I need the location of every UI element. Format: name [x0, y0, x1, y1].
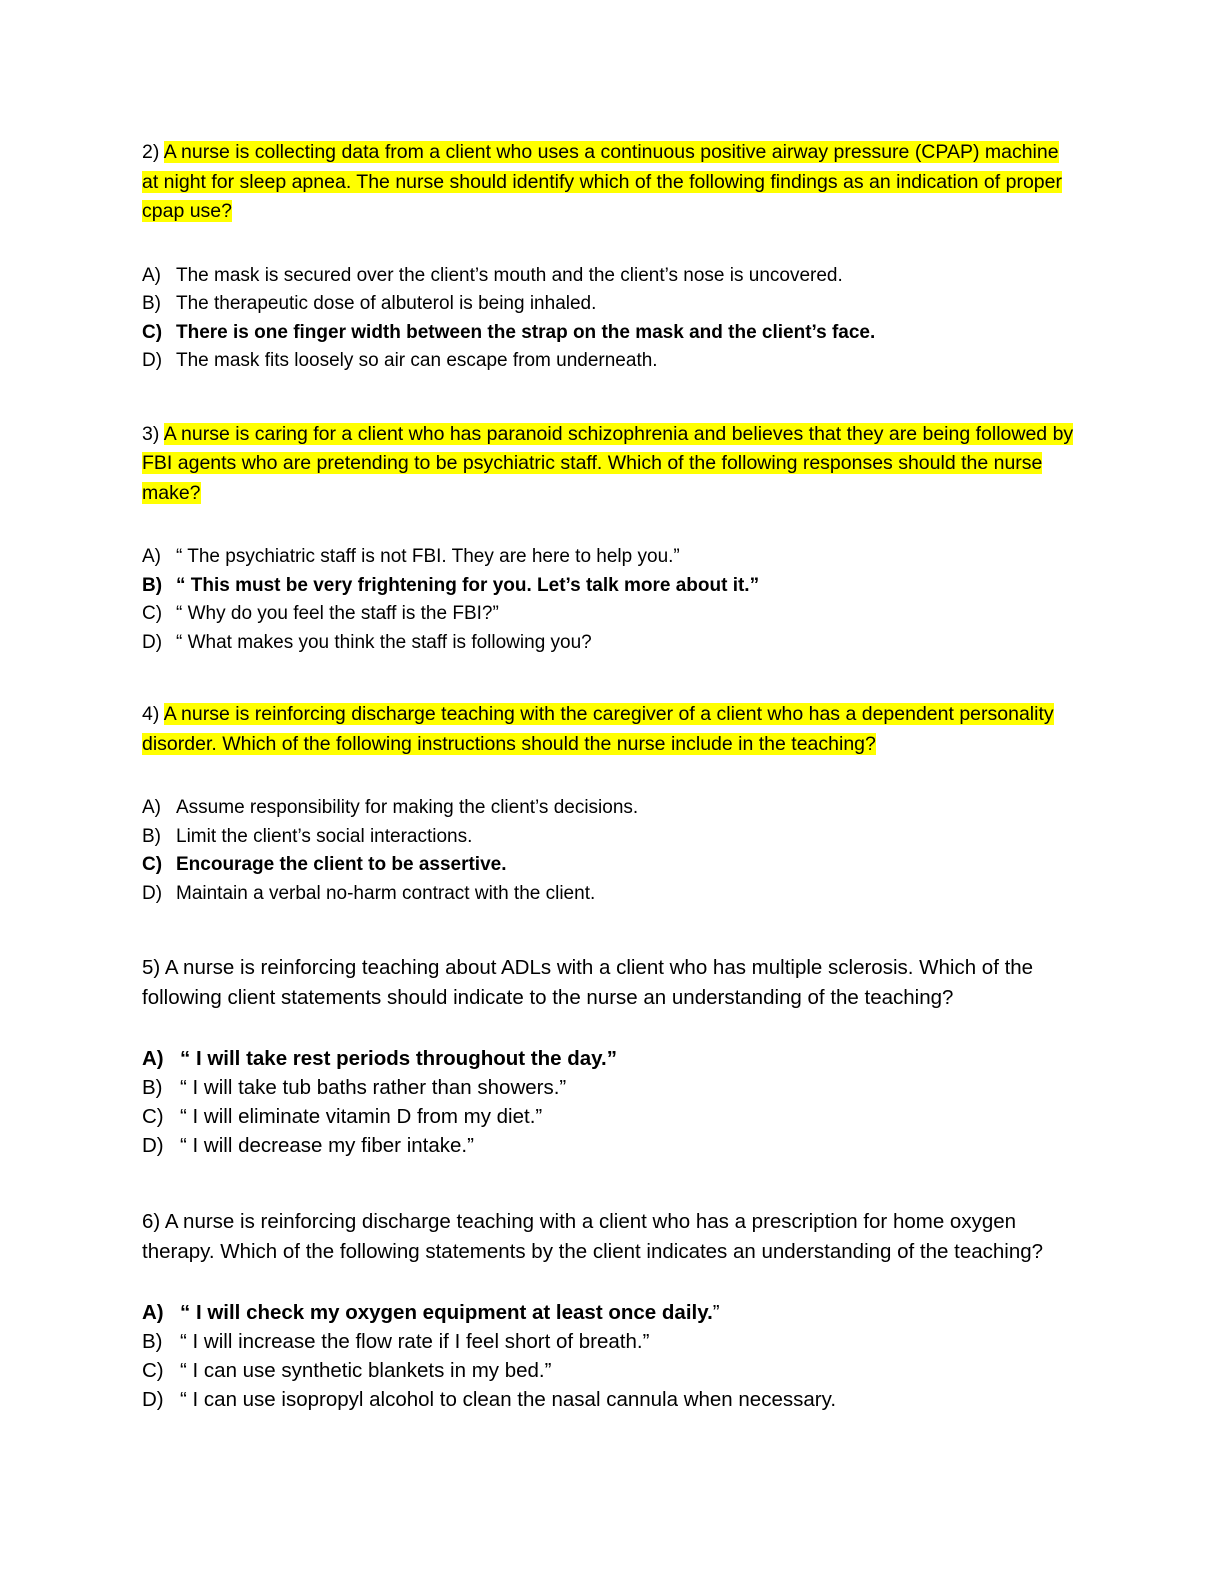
option-5-b[interactable]	[142, 1073, 1077, 1102]
option-2-b[interactable]	[142, 290, 1077, 319]
option-3-c[interactable]	[142, 600, 1077, 629]
option-letter: D)	[142, 631, 163, 653]
option-2-c[interactable]	[142, 319, 1077, 348]
option-4-b[interactable]	[142, 823, 1077, 852]
option-text: “ This must be very frightening for you. Let’s talk more about it.”	[176, 574, 760, 596]
option-text: There is one finger width between the strap on the mask and the client’s face.	[176, 321, 876, 343]
question-stem-4	[142, 700, 1077, 759]
question-block-2	[142, 138, 1077, 376]
options-list-5	[142, 1044, 1077, 1160]
question-number-4: 4)	[142, 703, 160, 725]
option-letter: B)	[142, 825, 161, 847]
option-letter: C)	[142, 854, 163, 875]
spacer	[142, 908, 1077, 953]
option-text: “ I will decrease my fiber intake.”	[180, 1134, 474, 1157]
option-text: “ I can use isopropyl alcohol to clean the nasal cannula when necessary.	[180, 1388, 837, 1411]
option-text: “ The psychiatric staff is not FBI. They are here to help you.”	[176, 546, 680, 567]
option-text: The mask is secured over the client’s mouth and the client’s nose is uncovered.	[176, 264, 843, 286]
question-block-6	[142, 1207, 1077, 1414]
option-text: The mask fits loosely so air can escape from underneath.	[176, 350, 658, 371]
option-6-a[interactable]	[142, 1298, 1077, 1327]
option-text: “ I will check my oxygen equipment at least once daily.	[180, 1301, 713, 1324]
question-text-4: A nurse is reinforcing discharge teaching with the caregiver of a client who has a dependent personality disorder. Which of the following instructions should the nurse include in the teaching?	[142, 703, 1054, 755]
document-body	[142, 138, 1077, 1414]
question-block-3	[142, 420, 1077, 658]
options-list-3	[142, 543, 1077, 657]
option-5-c[interactable]	[142, 1102, 1077, 1131]
option-5-a[interactable]	[142, 1044, 1077, 1073]
option-text: Limit the client’s social interactions.	[176, 825, 473, 847]
question-text-3: A nurse is caring for a client who has paranoid schizophrenia and believes that they are being followed by FBI agents who are pretending to be psychiatric staff. Which of the following responses should the nurse make?	[142, 422, 1074, 504]
option-letter: D)	[142, 1134, 164, 1157]
option-text: Encourage the client to be assertive.	[176, 854, 507, 875]
question-stem-5	[142, 953, 1077, 1013]
option-2-d[interactable]	[142, 347, 1077, 376]
question-number-3: 3)	[142, 422, 160, 445]
option-letter: D)	[142, 882, 163, 904]
option-text: Maintain a verbal no-harm contract with the client.	[176, 882, 596, 904]
option-text: The therapeutic dose of albuterol is being inhaled.	[176, 293, 597, 314]
option-letter: C)	[142, 321, 163, 343]
option-text: “ I will increase the flow rate if I feel short of breath.”	[180, 1330, 650, 1353]
spacer	[142, 376, 1077, 420]
spacer	[142, 657, 1077, 700]
option-letter: B)	[142, 1076, 163, 1099]
option-letter: A)	[142, 797, 161, 818]
question-text-6: A nurse is reinforcing discharge teaching with a client who has a prescription for home oxygen therapy. Which of the following statements by the client indicates an understanding of the teaching?	[142, 1210, 1044, 1263]
question-number-5: 5)	[142, 956, 161, 979]
question-text-2: A nurse is collecting data from a client who uses a continuous positive airway pressure (CPAP) machine at night for sleep apnea. The nurse should identify which of the following findings as an indication of proper cpap use?	[142, 141, 1062, 222]
question-block-4	[142, 700, 1077, 908]
option-text-tail: ”	[712, 1301, 720, 1324]
option-2-a[interactable]	[142, 262, 1077, 291]
option-4-d[interactable]	[142, 880, 1077, 909]
option-text: Assume responsibility for making the client’s decisions.	[176, 797, 639, 818]
option-text: “ What makes you think the staff is following you?	[176, 631, 592, 653]
option-4-a[interactable]	[142, 794, 1077, 823]
option-letter: A)	[142, 264, 161, 286]
spacer	[142, 1160, 1077, 1207]
option-6-c[interactable]	[142, 1356, 1077, 1385]
option-6-b[interactable]	[142, 1327, 1077, 1356]
question-text-5: A nurse is reinforcing teaching about ADLs with a client who has multiple sclerosis. Which of the following client statements should indicate to the nurse an understanding of the teaching?	[142, 956, 1034, 1009]
option-letter: A)	[142, 1047, 164, 1070]
question-number-6: 6)	[142, 1210, 161, 1233]
option-letter: C)	[142, 1359, 164, 1382]
option-letter: C)	[142, 1105, 164, 1128]
question-stem-2	[142, 138, 1077, 227]
option-5-d[interactable]	[142, 1131, 1077, 1160]
option-letter: C)	[142, 603, 163, 624]
option-letter: B)	[142, 1330, 163, 1353]
option-letter: A)	[142, 1301, 164, 1324]
options-list-4	[142, 794, 1077, 908]
option-letter: B)	[142, 293, 161, 314]
option-text: “ Why do you feel the staff is the FBI?”	[176, 603, 499, 624]
question-stem-6	[142, 1207, 1077, 1267]
option-3-b[interactable]	[142, 572, 1077, 601]
question-block-5	[142, 953, 1077, 1160]
option-letter: B)	[142, 574, 163, 596]
option-letter: A)	[142, 546, 161, 567]
option-text: “ I will eliminate vitamin D from my diet.”	[180, 1105, 543, 1128]
option-text: “ I will take tub baths rather than showers.”	[180, 1076, 567, 1099]
option-letter: D)	[142, 1388, 164, 1411]
option-text: “ I will take rest periods throughout the day.”	[180, 1047, 618, 1070]
question-stem-3	[142, 420, 1077, 509]
option-3-a[interactable]	[142, 543, 1077, 572]
question-number-2: 2)	[142, 141, 160, 163]
option-3-d[interactable]	[142, 629, 1077, 658]
options-list-6	[142, 1298, 1077, 1414]
option-6-d[interactable]	[142, 1385, 1077, 1414]
option-4-c[interactable]	[142, 851, 1077, 880]
options-list-2	[142, 262, 1077, 376]
option-letter: D)	[142, 350, 163, 371]
option-text: “ I can use synthetic blankets in my bed.”	[180, 1359, 552, 1382]
